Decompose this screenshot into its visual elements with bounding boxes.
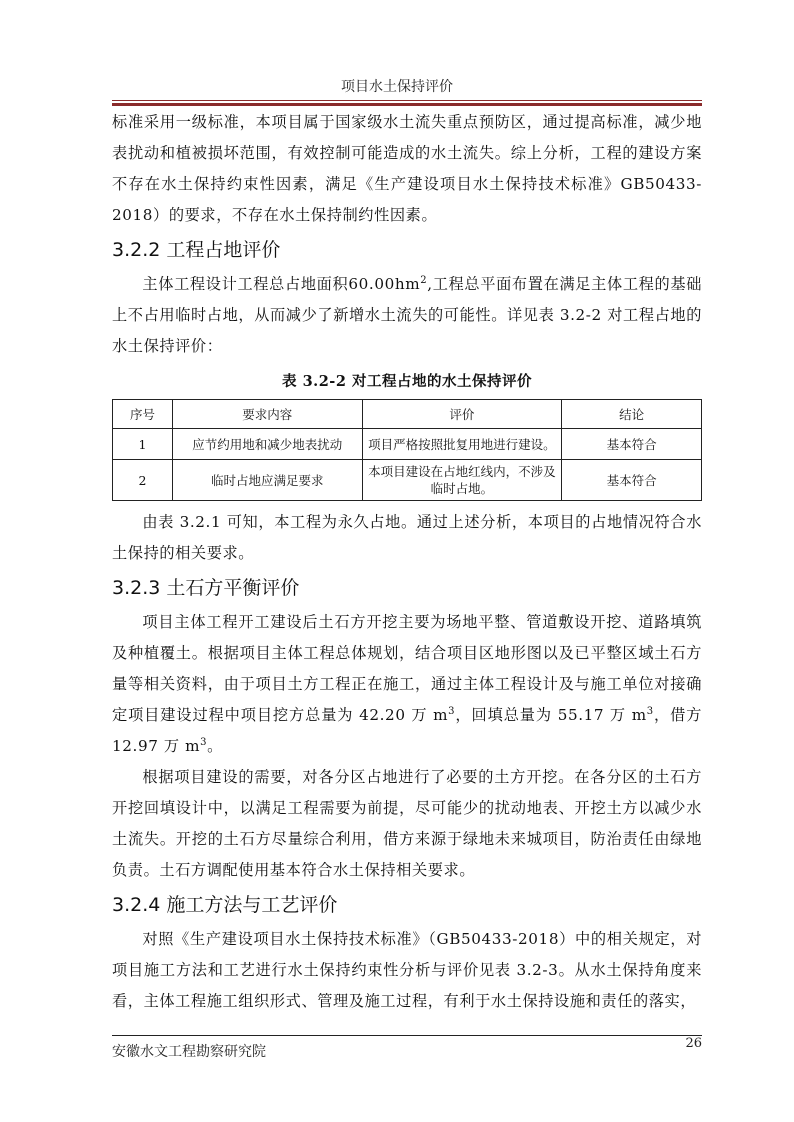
section-heading-earthwork: 3.2.3 土石方平衡评价	[112, 577, 300, 599]
table-header-row	[113, 400, 702, 429]
earthwork-text-d: 。	[207, 737, 223, 755]
section-heading-construction-method: 3.2.4 施工方法与工艺评价	[112, 894, 338, 916]
earthwork-text-b: ，回填总量为 55.17 万 m	[455, 706, 647, 724]
paragraph-standard-conclusion: 标准采用一级标准，本项目属于国家级水土流失重点预防区，通过提高标准，减少地表扰动和植被损坏范围，有效控制可能造成的水土流失。综上分析，工程的建设方案不存在水土保持约束性因素，满足《生产建设项目水土保持技术标准》GB50433-2018）的要求，不存在水土保持制约性因素。	[112, 113, 702, 224]
superscript: 3	[200, 736, 208, 748]
table-cell-requirement: 临时占地应满足要求	[172, 460, 362, 501]
earthwork-text-a: 项目主体工程开工建设后土石方开挖主要为场地平整、管道敷设开挖、道路填筑及种植覆土。根据项目主体工程总体规划，结合项目区地形图以及已平整区域土石方量等相关资料，由于项目土方工程正在施工，通过主体工程设计及与施工单位对接确定项目建设过程中项目挖方总量为 42.20 万 m	[112, 613, 702, 724]
paragraph-land-use-conclusion: 由表 3.2.1 可知，本工程为永久占地。通过上述分析，本项目的占地情况符合水土保持的相关要求。	[112, 513, 702, 562]
section-heading-land-use: 3.2.2 工程占地评价	[112, 239, 281, 261]
table-row	[113, 460, 702, 501]
superscript: 3	[448, 705, 456, 717]
table-row	[113, 429, 702, 460]
table-cell-requirement: 应节约用地和减少地表扰动	[172, 429, 362, 460]
column-header-conclusion: 结论	[562, 400, 702, 429]
paragraph-earthwork-quantities	[112, 607, 702, 762]
table-cell-index: 2	[113, 460, 173, 501]
page-number: 26	[685, 1036, 702, 1051]
column-header-evaluation: 评价	[362, 400, 562, 429]
paragraph-land-use	[112, 269, 702, 362]
superscript: 3	[646, 705, 654, 717]
land-use-text-b: ,工程总平面布置在满足主体工程的基础上不占用临时占地，从而减少了新增水土流失的可能性。详见表 3.2-2 对工程占地的水土保持评价：	[112, 275, 702, 355]
superscript: 2	[420, 274, 428, 286]
land-use-text-a: 主体工程设计工程总占地面积60.00hm	[142, 275, 421, 293]
land-use-evaluation-table	[112, 399, 702, 501]
table-cell-conclusion: 基本符合	[562, 460, 702, 501]
running-header-title: 项目水土保持评价	[341, 79, 453, 95]
footer-rule	[112, 1035, 702, 1036]
column-header-index: 序号	[113, 400, 173, 429]
earthwork-text-c: ，借方 12.97 万 m	[112, 706, 702, 755]
paragraph-earthwork-balance: 根据项目建设的需要，对各分区占地进行了必要的土方开挖。在各分区的土石方开挖回填设计中，以满足工程需要为前提，尽可能少的扰动地表、开挖土方以减少水土流失。开挖的土石方尽量综合利用，借方来源于绿地未来城项目，防治责任由绿地负责。土石方调配使用基本符合水土保持相关要求。	[112, 768, 702, 879]
table-cell-conclusion: 基本符合	[562, 429, 702, 460]
footer-organization: 安徽水文工程勘察研究院	[112, 1044, 266, 1060]
paragraph-construction-method: 对照《生产建设项目水土保持技术标准》（GB50433-2018）中的相关规定，对项目施工方法和工艺进行水土保持约束性分析与评价见表 3.2-3。从水土保持角度来看，主体工程施工组织形式、管理及施工过程，有利于水土保持设施和责任的落实，	[112, 930, 702, 1010]
page-body	[112, 107, 702, 1017]
table-cell-evaluation: 项目严格按照批复用地进行建设。	[362, 429, 562, 460]
table-cell-index: 1	[113, 429, 173, 460]
table-cell-evaluation: 本项目建设在占地红线内，不涉及临时占地。	[362, 460, 562, 501]
column-header-requirement: 要求内容	[172, 400, 362, 429]
table-caption: 表 3.2-2 对工程占地的水土保持评价	[282, 373, 532, 390]
